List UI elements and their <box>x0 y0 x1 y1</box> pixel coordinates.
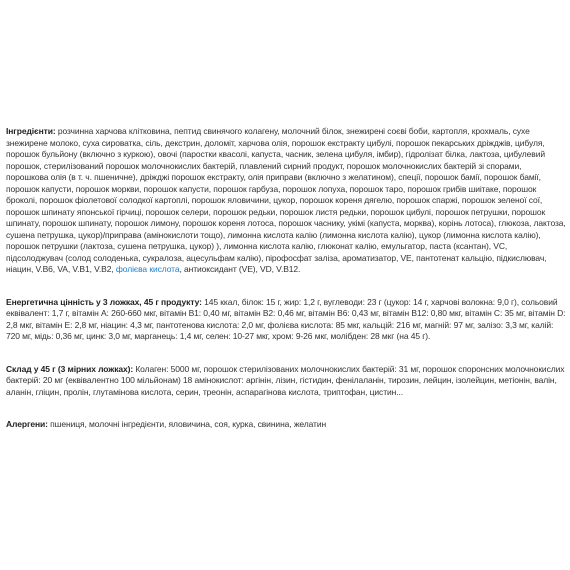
ingredients-text: розчинна харчова клітковина, пептид свинячого колагену, молочний білок, знежирені соєві боби, картопля, крохмаль, сухе знежирене молоко, суха сироватка, сіль, декстрин, доломіт, харчова олія, порошок екстракту цибулі, порошок пекарських дріжджів, цибуля, порошок бульйону (включно з куркою), овочі (паростки квасолі, капуста, часник, зелена цибуля, імбир), гідролізат білка, лактоза, цибулевий порошок, стерилізований порошок молочнокислих бактерій, плавлений сирний продукт, порошок молочнокислих бактерій зі спорами, порошкова олія (в т. ч. пшеничне), дріжджі порошок екстракту, олія приправи (включно з желатином), спеції, порошок бамії, порошок бамії, порошок капусти, порошок моркви, порошок капусти, порошок гарбуза, порошок лопуха, порошок таро, порошок грибів шиітаке, порошок броколі, порошок фіолетової солодкої картоплі, порошок яловичини, цукор, порошок кореня дягелю, порошок спаржі, порошок зеленої сої, порошок шпинату японської гірчиці, порошок селери, порошок редьки, порошок листя редьки, порошок цибулі, порошок петрушки, порошок шпинату, порошок шпинату, порошок лимону, порошок кореня лотоса, порошок часнику, укімі (капуста, морква), корінь лотоса), глюкоза, лактоза, сушена петрушка, цукор)/приправа (амінокислоти тощо), лимонна кислота калію (лимонна кислота калію), цукор (лимонна кислота калію), порошок петрушки (лактоза, сушена петрушка, цукор) ), лимонна кислота калію, глюконат калію, емульгатор, паста (ксантан), VC, підсолоджувач (солод солоденька, сукралоза, ацесульфам калію), пірофосфат заліза, ароматизатор, VE, пантотенат кальцію, підкислювач, ніацин, V.B6, VA, V.B1, V.B2, <box>6 126 566 274</box>
folic-acid-link[interactable]: фолієва кислота <box>115 264 180 274</box>
product-info <box>6 126 566 457</box>
ingredients-label: Інгредієнти: <box>6 126 56 136</box>
ingredients-text-tail: , антиоксидант (VE), VD, V.B12. <box>179 264 301 274</box>
composition-paragraph <box>6 364 566 399</box>
composition-label: Склад у 45 г (3 мірних ложках): <box>6 363 134 374</box>
allergens-label: Алергени: <box>6 419 48 429</box>
energy-text: 145 ккал, білок: 15 г, жир: 1,2 г, вуглеводи: 23 г (цукор: 14 г, харчові волокна: 9,0 г), сольовий еквівалент: 1,7 г, вітамін A: 260-660 мкг, вітамін B1: 0,40 мг, вітамін B2: 0,46 мг, вітамін B6: 0,43 мг, вітамін B12: 0,80 мкг, вітамін C: 35 мг, вітамін D: 2,8 мкг, вітамін E: 2,8 мг, ніацин: 4,3 мг, пантотенова кислота: 2,0 мг, фолієва кислота: 85 мкг, кальцій: 216 мг, магній: 97 мг, залізо: 3,3 мг, калій: 720 мг, мідь: 0,36 мг, цинк: 3,0 мг, марганець: 1,4 мг, селен: 10-27 мкг, хром: 9-26 мкг, молібден: 28 мкг (на 45 г). <box>6 296 566 341</box>
energy-label: Енергетична цінність у 3 ложках, 45 г продукту: <box>6 296 202 307</box>
energy-paragraph <box>6 297 566 343</box>
composition-text: Колаген: 5000 мг, порошок стерилізованих молочнокислих бактерій: 31 мг, порошок споронсних молочнокислих бактерій: 20 мг (еквівалентно 100 мільйонам) 18 амінокислот: аргінін, лізин, гістидин, фенілаланін, тирозин, лейцин, ізолейцин, метіонін, валін, аланін, гліцин, пролін, глутамінова кислота, серин, треонін, аспарагінова кислота, триптофан, цистин... <box>6 363 565 397</box>
allergens-paragraph <box>6 419 566 431</box>
ingredients-paragraph <box>6 126 566 276</box>
allergens-text: пшениця, молочні інгредієнти, яловичина, соя, курка, свинина, желатин <box>47 419 327 429</box>
